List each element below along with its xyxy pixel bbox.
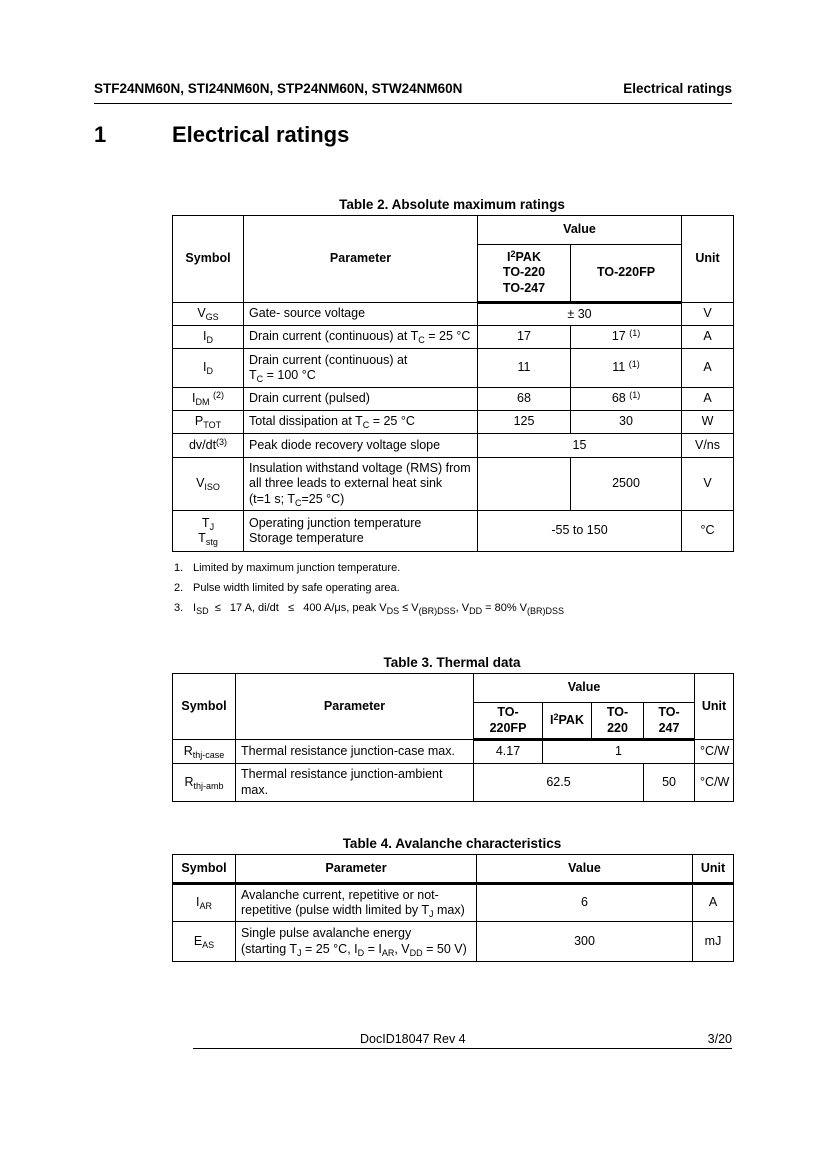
table-row bbox=[173, 740, 734, 764]
symbol-cell: $I_{AR}$ bbox=[173, 884, 236, 922]
parameter-cell: Thermal resistance junction-ambient max. bbox=[236, 764, 474, 802]
unit-cell: A bbox=[682, 349, 734, 388]
value-cell: 62.5 bbox=[474, 764, 644, 802]
value-cell: 11 bbox=[478, 349, 571, 388]
symbol-cell: $V_{ISO}$ bbox=[173, 458, 244, 511]
parameter-cell: Single pulse avalanche energy (starting $T_J = 25$ °C, $I_D = I_{AR}$, $V_{DD} = 50$ V) bbox=[236, 922, 477, 962]
col-header-value: Value bbox=[474, 674, 695, 703]
unit-cell: A bbox=[693, 884, 734, 922]
unit-cell: V bbox=[682, 303, 734, 326]
unit-cell: °C/W bbox=[695, 764, 734, 802]
parameter-cell: Insulation withstand voltage (RMS) from all three leads to external heat sink (t=1 s; $T_C=25$ °C) bbox=[244, 458, 478, 511]
col-header-symbol: Symbol bbox=[173, 216, 244, 303]
col-header-to220fp: TO-220FP bbox=[571, 245, 682, 303]
table-row bbox=[173, 349, 734, 388]
header-doc-title: STF24NM60N, STI24NM60N, STP24NM60N, STW24NM60N bbox=[94, 81, 463, 96]
table-absolute-max-ratings bbox=[172, 215, 734, 552]
table-row bbox=[173, 326, 734, 349]
value-cell bbox=[478, 458, 571, 511]
section-title: Electrical ratings bbox=[172, 122, 350, 147]
col-header-parameter: Parameter bbox=[244, 216, 478, 303]
table-row bbox=[173, 511, 734, 552]
parameter-cell: Gate- source voltage bbox=[244, 303, 478, 326]
col-header-value: Value bbox=[477, 855, 693, 884]
col-header-i2pak: $I^2PAK$ bbox=[543, 703, 592, 740]
table-row bbox=[173, 303, 734, 326]
col-header-parameter: Parameter bbox=[236, 674, 474, 740]
col-header-unit: Unit bbox=[695, 674, 734, 740]
unit-cell: °C bbox=[682, 511, 734, 552]
header-section-title: Electrical ratings bbox=[623, 81, 732, 96]
symbol-cell: $I_{DM}$ $^{(2)}$ bbox=[173, 388, 244, 411]
value-cell: 300 bbox=[477, 922, 693, 962]
value-cell: 30 bbox=[571, 411, 682, 434]
value-cell: 125 bbox=[478, 411, 571, 434]
col-header-symbol: Symbol bbox=[173, 674, 236, 740]
value-cell: 1 bbox=[543, 740, 695, 764]
value-cell: 68 bbox=[478, 388, 571, 411]
parameter-cell: Total dissipation at $T_C = 25$ °C bbox=[244, 411, 478, 434]
parameter-cell: Drain current (pulsed) bbox=[244, 388, 478, 411]
table-row bbox=[173, 884, 734, 922]
value-cell: 50 bbox=[644, 764, 695, 802]
table2-caption: Table 2. Absolute maximum ratings bbox=[339, 197, 565, 212]
unit-cell: mJ bbox=[693, 922, 734, 962]
col-header-value: Value bbox=[478, 216, 682, 245]
value-cell: 17 $^{(1)}$ bbox=[571, 326, 682, 349]
symbol-cell: $R_{thj-amb}$ bbox=[173, 764, 236, 802]
value-cell: 15 bbox=[478, 434, 682, 458]
col-header-symbol: Symbol bbox=[173, 855, 236, 884]
parameter-cell: Operating junction temperature Storage temperature bbox=[244, 511, 478, 552]
symbol-cell: $T_J$ $T_{stg}$ bbox=[173, 511, 244, 552]
table2-notes bbox=[174, 562, 564, 622]
symbol-cell: $E_{AS}$ bbox=[173, 922, 236, 962]
symbol-cell: $V_{GS}$ bbox=[173, 303, 244, 326]
value-cell: 2500 bbox=[571, 458, 682, 511]
footnote-2: 2. Pulse width limited by safe operating area. bbox=[174, 582, 400, 594]
value-cell: ± 30 bbox=[478, 303, 682, 326]
parameter-cell: Drain current (continuous) at $T_C = 25$ °C bbox=[244, 326, 478, 349]
parameter-cell: Peak diode recovery voltage slope bbox=[244, 434, 478, 458]
col-header-to220fp: TO-220FP bbox=[474, 703, 543, 740]
parameter-cell: Avalanche current, repetitive or not- repetitive (pulse width limited by $T_J$ max) bbox=[236, 884, 477, 922]
symbol-cell: $I_D$ bbox=[173, 349, 244, 388]
col-header-to220: TO-220 bbox=[592, 703, 644, 740]
table4-caption: Table 4. Avalanche characteristics bbox=[342, 836, 562, 851]
symbol-cell: $R_{thj-case}$ bbox=[173, 740, 236, 764]
footnote-1: 1. Limited by maximum junction temperature. bbox=[174, 562, 401, 574]
unit-cell: A bbox=[682, 388, 734, 411]
table3-caption: Table 3. Thermal data bbox=[383, 655, 521, 670]
table-avalanche-characteristics bbox=[172, 854, 734, 962]
unit-cell: A bbox=[682, 326, 734, 349]
unit-cell: W bbox=[682, 411, 734, 434]
footer-doc-id: DocID18047 Rev 4 bbox=[360, 1032, 466, 1046]
unit-cell: V bbox=[682, 458, 734, 511]
col-header-to247: TO-247 bbox=[644, 703, 695, 740]
value-cell: 68 $^{(1)}$ bbox=[571, 388, 682, 411]
col-header-parameter: Parameter bbox=[236, 855, 477, 884]
table-row bbox=[173, 388, 734, 411]
table-row bbox=[173, 411, 734, 434]
value-cell: -55 to 150 bbox=[478, 511, 682, 552]
table-row bbox=[173, 458, 734, 511]
unit-cell: V/ns bbox=[682, 434, 734, 458]
symbol-cell: $I_D$ bbox=[173, 326, 244, 349]
value-cell: 4.17 bbox=[474, 740, 543, 764]
value-cell: 17 bbox=[478, 326, 571, 349]
symbol-cell: $dv/dt^{(3)}$ bbox=[173, 434, 244, 458]
symbol-cell: $P_{TOT}$ bbox=[173, 411, 244, 434]
unit-cell: °C/W bbox=[695, 740, 734, 764]
footer-page-number: 3/20 bbox=[707, 1032, 732, 1046]
table-row bbox=[173, 764, 734, 802]
parameter-cell: Drain current (continuous) at $T_C = 100$ °C bbox=[244, 349, 478, 388]
parameter-cell: Thermal resistance junction-case max. bbox=[236, 740, 474, 764]
value-cell: 11 $^{(1)}$ bbox=[571, 349, 682, 388]
header-divider bbox=[94, 103, 732, 104]
table-thermal-data bbox=[172, 673, 734, 802]
col-header-unit: Unit bbox=[693, 855, 734, 884]
col-header-unit: Unit bbox=[682, 216, 734, 303]
col-header-i2pak-to220-to247: $I^2PAK$ TO-220 TO-247 bbox=[478, 245, 571, 303]
footnote-3: 3. $I_{SD} \le 17$ A, di/dt ≤ 400 A/μs, peak $V_{DS} \le V_{(BR)DSS}$, $V_{DD} = 80\%$ $V_{(BR)DSS}$ bbox=[174, 602, 565, 616]
table-row bbox=[173, 922, 734, 962]
section-number: 1 bbox=[94, 122, 107, 147]
table-row bbox=[173, 434, 734, 458]
value-cell: 6 bbox=[477, 884, 693, 922]
footer-divider bbox=[193, 1048, 732, 1049]
